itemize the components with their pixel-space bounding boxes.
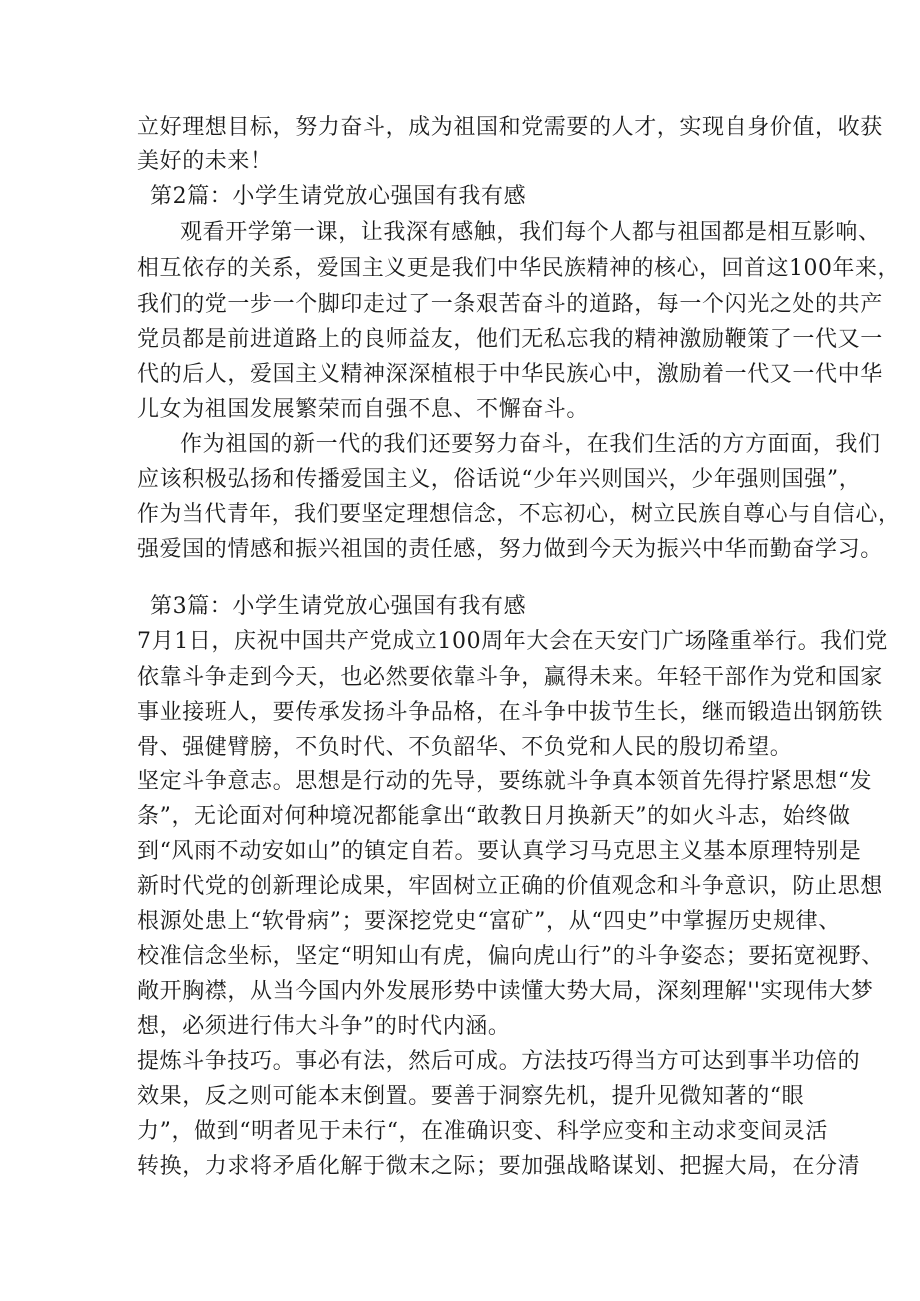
text-line: 强爱国的情感和振兴祖国的责任感，努力做到今天为振兴中华而勤奋学习。: [137, 537, 883, 562]
text-line: 转换，力求将矛盾化解于微末之际；要加强战略谋划、把握大局，在分清: [137, 1154, 861, 1179]
text-line: 依靠斗争走到今天，也必然要依靠斗争，赢得未来。年轻干部作为党和国家: [137, 665, 883, 690]
text-line: 作为当代青年，我们要坚定理想信念，不忘初心，树立民族自尊心与自信心，: [137, 502, 901, 527]
text-line: 骨、强健臂膀，不负时代、不负韶华、不负党和人民的殷切希望。: [137, 735, 793, 760]
text-line: 相互依存的关系，爱国主义更是我们中华民族精神的核心，回首这100年来，: [137, 256, 901, 281]
text-line: 作为祖国的新一代的我们还要努力奋斗，在我们生活的方方面面，我们: [180, 432, 881, 457]
text-line: 代的后人，爱国主义精神深深植根于中华民族心中，激励着一代又一代中华: [137, 362, 883, 387]
text-line: 想，必须进行伟大斗争”的时代内涵。: [137, 1014, 511, 1039]
text-line: 校准信念坐标，坚定“明知山有虎，偏向虎山行”的斗争姿态；要拓宽视野、: [137, 944, 884, 969]
text-line: 条”，无论面对何种境况都能拿出“敢教日月换新天”的如火斗志，始终做: [137, 804, 851, 829]
text-line: 党员都是前进道路上的良师益友，他们无私忘我的精神激励鞭策了一代又一: [137, 327, 883, 352]
text-line: 力”，做到“明者见于未行“，在准确识变、科学应变和主动求变间灵活: [137, 1119, 828, 1144]
section-2-heading: 第2篇：小学生请党放心强国有我有感: [150, 184, 527, 209]
text-line: 敞开胸襟，从当今国内外发展形势中读懂大势大局，深刻理解''实现伟大梦: [137, 979, 874, 1004]
text-line: 坚定斗争意志。思想是行动的先导，要练就斗争真本领首先得拧紧思想“发: [137, 769, 873, 794]
text-line: 提炼斗争技巧。事必有法，然后可成。方法技巧得当方可达到事半功倍的: [137, 1049, 861, 1074]
text-line: 根源处患上“软骨病”；要深挖党史“富矿”，从“四史”中掌握历史规律、: [137, 909, 841, 934]
text-line: 事业接班人，要传承发扬斗争品格，在斗争中拔节生长，继而锻造出钢筋铁: [137, 700, 883, 725]
text-line: 应该积极弘扬和传播爱国主义，俗话说“少年兴则国兴，少年强则国强”，: [137, 467, 862, 492]
text-line: 新时代党的创新理论成果，牢固树立正确的价值观念和斗争意识，防止思想: [137, 874, 883, 899]
text-line: 观看开学第一课，让我深有感触，我们每个人都与祖国都是相互影响、: [180, 220, 881, 245]
text-line: 美好的未来！: [137, 149, 273, 174]
text-line: 立好理想目标，努力奋斗，成为祖国和党需要的人才，实现自身价值，收获: [137, 115, 883, 140]
text-line: 效果，反之则可能本末倒置。要善于洞察先机，提升见微知著的“眼: [137, 1084, 805, 1109]
text-line: 儿女为祖国发展繁荣而自强不息、不懈奋斗。: [137, 397, 590, 422]
text-line: 我们的党一步一个脚印走过了一条艰苦奋斗的道路，每一个闪光之处的共产: [137, 292, 883, 317]
text-line: 7月1日，庆祝中国共产党成立100周年大会在天安门广场隆重举行。我们党: [137, 629, 888, 654]
section-3-heading: 第3篇：小学生请党放心强国有我有感: [150, 594, 527, 619]
text-line: 到“风雨不动安如山”的镇定自若。要认真学习马克思主义基本原理特别是: [137, 839, 862, 864]
